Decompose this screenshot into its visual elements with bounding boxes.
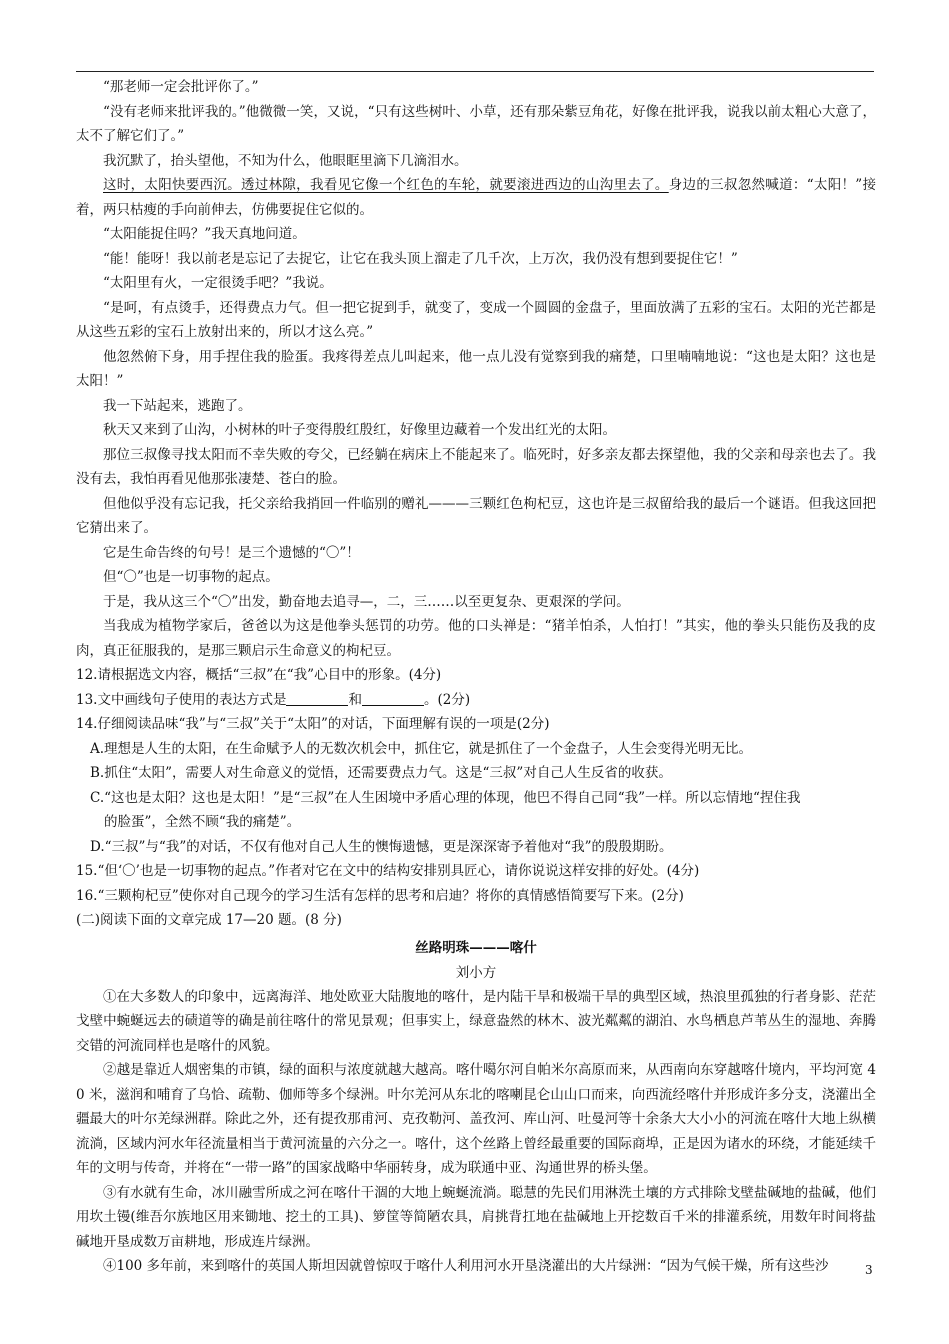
story-text: 身边的三叔忽然喊道：“太阳！”接着，两只枯瘦的手向前伸去，仿佛要捉住它似的。 (76, 177, 876, 218)
option-c-continued: 的脸蛋”，全然不顾“我的痛楚”。 (104, 814, 301, 830)
article-author: 刘小方 (455, 964, 497, 981)
story-paragraph: 秋天又来到了山沟，小树林的叶子变得殷红殷红，好像里边藏着一个发出红光的太阳。 (103, 422, 616, 438)
page-content (76, 75, 876, 1279)
story-paragraph: 但“〇”也是一切事物的起点。 (103, 569, 279, 585)
story-paragraph: 当我成为植物学家后，爸爸以为这是他拳头惩罚的功劳。他的口头禅是：“猪羊怕杀，人怕打！”其实，他的拳头只能伤及我的皮肉，真正征服我的，是那三颗启示生命意义的枸杞豆。 (76, 618, 876, 659)
story-paragraph: 我沉默了，抬头望他，不知为什么，他眼眶里滴下几滴泪水。 (103, 152, 468, 169)
question-16: 16.“三颗枸杞豆”使你对自己现今的学习生活有怎样的思考和启迪？将你的真情感悟简要写下来。(2分) (76, 887, 684, 904)
question-14: 14.仔细阅读品味“我”与“三叔”关于“太阳”的对话，下面理解有误的一项是(2分) (76, 716, 550, 732)
story-paragraph: 于是，我从这三个“〇”出发，勤奋地去追寻—，二，三……以至更复杂、更艰深的学问。 (103, 593, 630, 610)
option-b: B.抓住“太阳”，需要人对生命意义的觉悟，还需要费点力气。这是“三叔”对自己人生反省的收获。 (90, 765, 672, 781)
header-rule (76, 71, 874, 72)
article-paragraph: ④100 多年前，来到喀什的英国人斯坦因就曾惊叹于喀什人利用河水开垦浇灌出的大片绿洲：“因为气候干燥，所有这些沙 (103, 1258, 829, 1274)
story-paragraph: “太阳里有火，一定很烫手吧？”我说。 (103, 275, 333, 291)
option-a: A.理想是人生的太阳，在生命赋予人的无数次机会中，抓住它，就是抓住了一个金盘子，人生会变得光明无比。 (90, 740, 753, 757)
page-number: 3 (865, 1263, 873, 1277)
story-paragraph: 那位三叔像寻找太阳而不幸失败的夸父，已经躺在病床上不能起来了。临死时，好多亲友都去探望他，我的父亲和母亲也去了。我没有去，我怕再看见他那张凄楚、苍白的脸。 (76, 446, 876, 487)
story-paragraph: 我一下站起来，逃跑了。 (103, 397, 252, 414)
story-paragraph: 它是生命告终的句号！是三个遗憾的“〇”！ (103, 544, 360, 561)
story-paragraph-underlined (76, 173, 876, 222)
underlined-sentence: 这时，太阳快要西沉。透过林隙，我看见它像一个红色的车轮，就要滚进西边的山沟里去了。 (103, 177, 669, 193)
option-d: D.“三叔”与“我”的对话，不仅有他对自己人生的懊悔遗憾，更是深深寄予着他对“我”的殷殷期盼。 (90, 838, 673, 855)
article-paragraph: ②越是靠近人烟密集的市镇，绿的面积与浓度就越大越高。喀什噶尔河自帕米尔高原而来，从西南向东穿越喀什境内，平均河宽 40 米，滋润和哺育了乌恰、疏勒、伽师等多个绿洲。叶尔羌河从东北的喀喇昆仑山山口而来，向西流经喀什并形成许多分支，浇灌出全疆最大的叶尔羌绿洲群。除此之外，还有提孜那甫河、克孜勒河、盖孜河、库山河、吐曼河等十余条大大小小的河流在喀什大地上纵横流淌，区域内河水年径流量相当于黄河流量的六分之一。喀什，这个丝路上曾经最重要的国际商埠，正是因为诸水的环绕，才能延续千年的文明与传奇，并将在“一带一路”的国家战略中华丽转身，成为联通中亚、沟通世界的桥头堡。 (76, 1062, 876, 1176)
answer-blank[interactable] (286, 691, 348, 706)
option-c: C.“这也是太阳？这也是太阳！”是“三叔”在人生困境中矛盾心理的体现，他巴不得自己同“我”一样。所以忘情地“捏住我 (90, 789, 801, 806)
story-paragraph: “没有老师来批评我的。”他微微一笑，又说，“只有这些树叶、小草，还有那朵紫豆角花，好像在批评我，说我以前太粗心大意了，太不了解它们了。” (76, 103, 876, 144)
article-title: 丝路明珠———喀什 (415, 939, 537, 956)
question-15: 15.“但‘〇’也是一切事物的起点。”作者对它在文中的结构安排别具匠心，请你说说这样安排的好处。(4分) (76, 863, 700, 879)
question-12: 12.请根据选文内容，概括“三叔”在“我”心目中的形象。(4分) (76, 667, 442, 683)
story-paragraph: “太阳能捉住吗？”我天真地问道。 (103, 226, 306, 242)
story-paragraph: 他忽然俯下身，用手捏住我的脸蛋。我疼得差点儿叫起来，他一点儿没有觉察到我的痛楚，口里喃喃地说：“这也是太阳？这也是太阳！” (76, 348, 876, 389)
article-paragraph: ①在大多数人的印象中，远离海洋、地处欧亚大陆腹地的喀什，是内陆干旱和极端干旱的典型区域，热浪里孤独的行者身影、茫茫戈壁中蜿蜒远去的碛道等的确是前往喀什的常见景观；但事实上，绿意盎然的林木、波光粼粼的湖泊、水鸟栖息芦苇丛生的湿地、奔腾交错的河流同样也是喀什的风貌。 (76, 988, 876, 1054)
answer-blank[interactable] (362, 691, 424, 706)
story-paragraph: “是呵，有点烫手，还得费点力气。但一把它捉到手，就变了，变成一个圆圆的金盘子，里面放满了五彩的宝石。太阳的光芒都是从这些五彩的宝石上放射出来的，所以才这么亮。” (76, 299, 876, 340)
story-paragraph: 但他似乎没有忘记我，托父亲给我捎回一件临别的赠礼———三颗红色枸杞豆，这也许是三叔留给我的最后一个谜语。但我这回把它猜出来了。 (76, 495, 876, 536)
story-paragraph: “那老师一定会批评你了。” (103, 79, 259, 95)
question-13: 13.文中画线句子使用的表达方式是 和 。(2分) (76, 691, 471, 708)
article-paragraph: ③有水就有生命，冰川融雪所成之河在喀什干涸的大地上蜿蜒流淌。聪慧的先民们用淋洗土壤的方式排除戈壁盐碱地的盐碱，他们用坎土镘(维吾尔族地区用来锄地、挖土的工具)、箩筐等简陋农具，肩挑背扛地在盐碱地上开挖数百千米的排灌系统，用数年时间将盐碱地开垦成数万亩耕地，形成连片绿洲。 (76, 1184, 876, 1250)
story-paragraph: “能！能呀！我以前老是忘记了去捉它，让它在我头顶上溜走了几千次，上万次，我仍没有想到要捉住它！” (103, 250, 738, 267)
section-heading: (二)阅读下面的文章完成 17—20 题。(8 分) (76, 912, 342, 928)
